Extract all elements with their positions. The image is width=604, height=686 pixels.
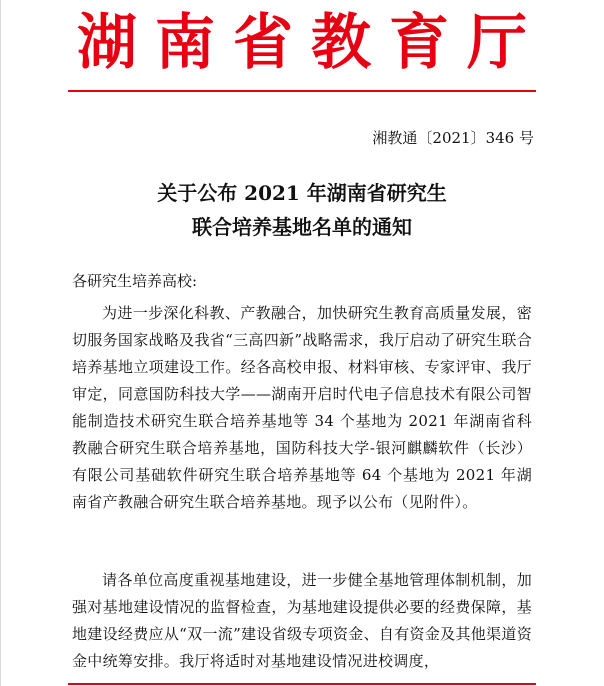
body-paragraph-2-block	[72, 567, 532, 675]
salutation: 各研究生培养高校:	[72, 272, 198, 290]
masthead-red-rule	[68, 90, 536, 92]
footer-red-rule	[68, 683, 536, 685]
body-paragraph-1: 为进一步深化科教、产教融合，加快研究生教育高质量发展，密切服务国家战略及我省“三高四新”战略需求，我厅启动了研究生联合培养基地立项建设工作。经各高校申报、材料审核、专家评审、我厅审定，同意国防科技大学——湖南开启时代电子信息技术有限公司智能制造技术研究生联合培养基地等 34 个基地为 2021 年湖南省科教融合研究生联合培养基地，国防科技大学-银河麒麟软件（长沙）有限公司基础软件研究生联合培养基地等 64 个基地为 2021 年湖南省产教融合研究生联合培养基地。现予以公布（见附件）。	[72, 304, 532, 511]
page-edge-line	[0, 0, 1, 686]
masthead-title: 湖南省教育厅	[77, 8, 545, 78]
body-paragraph-1-block	[72, 300, 532, 516]
document-title-line2: 联合培养基地名单的通知	[192, 215, 412, 239]
document-title-line1: 关于公布 2021 年湖南省研究生	[157, 181, 447, 205]
body-paragraph-2: 请各单位高度重视基地建设，进一步健全基地管理体制机制，加强对基地建设情况的监督检查，为基地建设提供必要的经费保障，基地建设经费应从“双一流”建设省级专项资金、自有资金及其他渠道资金中统筹安排。我厅将适时对基地建设情况进校调度，	[72, 571, 532, 670]
document-number: 湘教通〔2021〕346 号	[372, 129, 534, 147]
